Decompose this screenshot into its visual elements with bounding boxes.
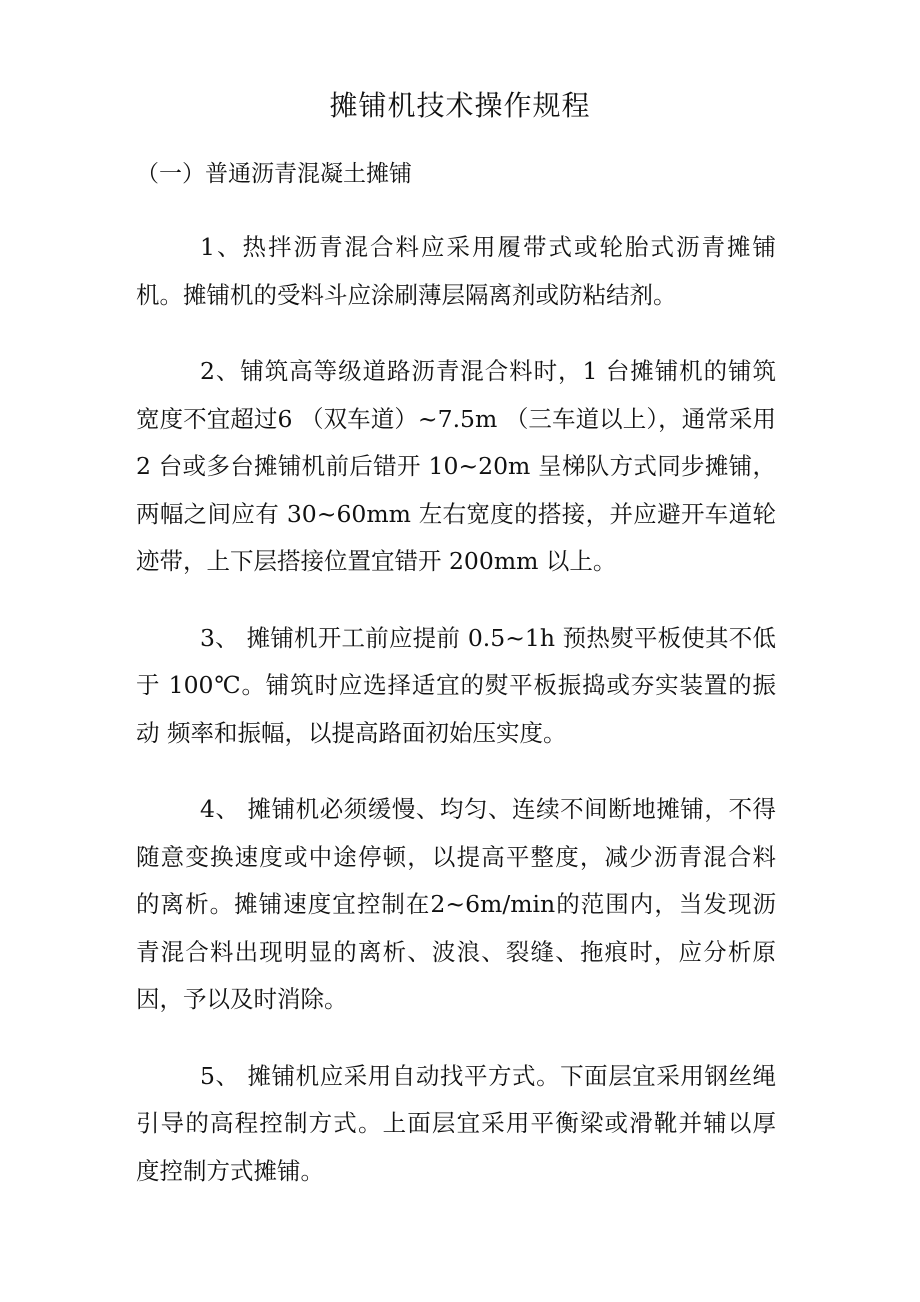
paragraph-4: 4、 摊铺机必须缓慢、均匀、连续不间断地摊铺，不得 随意变换速度或中途停顿，以提高平整度，减少沥青混合料 的离析。摊铺速度宜控制在2~6m/min的范围内，当发现沥 青混合料出现明显的离析、波浪、裂缝、拖痕时，应分析原 因，予以及时消除。 — [136, 795, 776, 1013]
paragraph-1: 1、热拌沥青混合料应采用履带式或轮胎式沥青摊铺机。摊铺机的受料斗应涂刷薄层隔离剂或防粘结剂。 — [136, 233, 776, 309]
paragraph-5: 5、 摊铺机应采用自动找平方式。下面层宜采用钢丝绳 引导的高程控制方式。上面层宜采用平衡梁或滑靴并辅以厚 度控制方式摊铺。 — [136, 1061, 776, 1185]
paragraph-2: 2、铺筑高等级道路沥青混合料时，1 台摊铺机的铺筑宽度不宜超过6 （双车道）~7.5m （三车道以上），通常采用 2 台或多台摊铺机前后错开 10~20m 呈梯队方式同步摊铺， 两幅之间应有 30~60mm 左右宽度的搭接，并应避开车道轮 迹带，上下层搭接位置宜错开 200mm 以上。 — [136, 357, 776, 575]
paragraph-3: 3、 摊铺机开工前应提前 0.5~1h 预热熨平板使其不低于 100℃。铺筑时应选择适宜的熨平板振捣或夯实装置的振动 频率和振幅，以提高路面初始压实度。 — [136, 623, 776, 747]
document-title: 摊铺机技术操作规程 — [329, 89, 591, 122]
document-body — [136, 224, 776, 1224]
section-heading: （一）普通沥青混凝土摊铺 — [136, 161, 412, 187]
